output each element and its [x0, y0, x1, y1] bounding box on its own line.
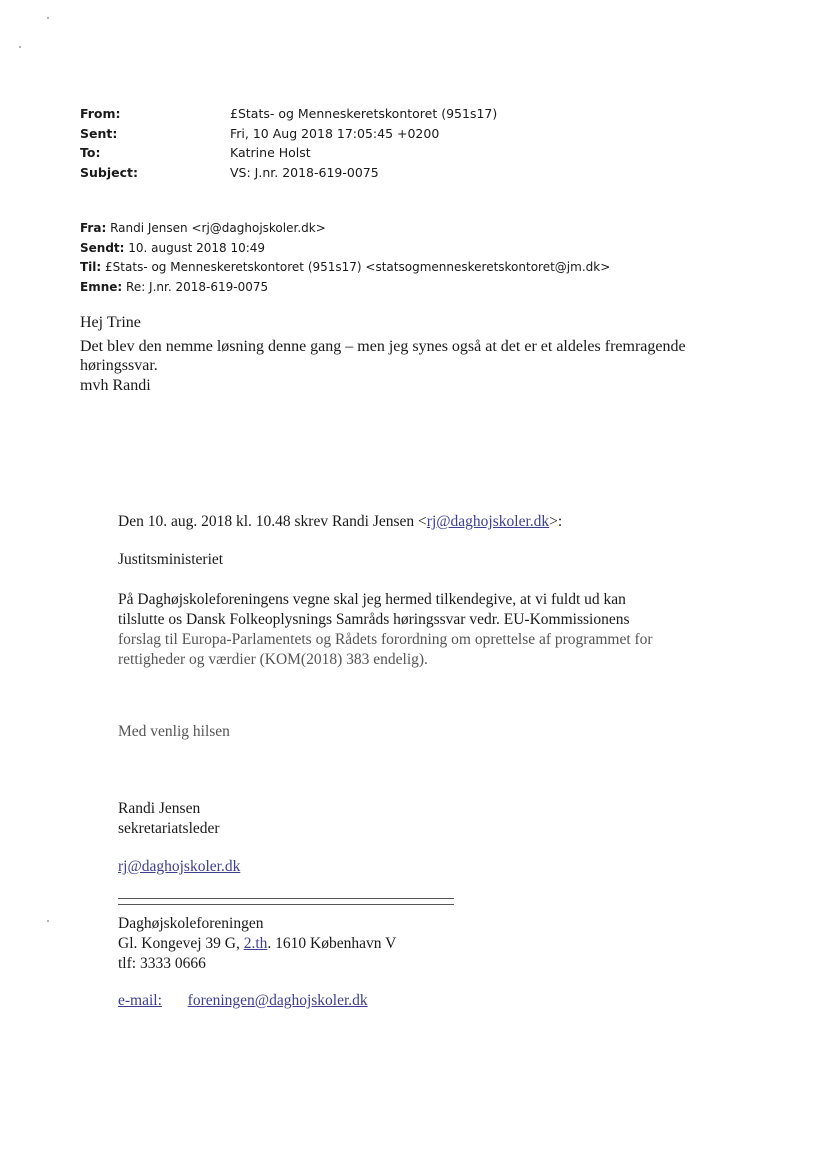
- quoted-recipient: Justitsministeriet: [118, 551, 224, 568]
- org-address: [118, 934, 718, 954]
- scan-speck: [47, 920, 49, 922]
- org-email-line: [118, 991, 718, 1011]
- address-link[interactable]: 2.th: [243, 935, 268, 952]
- sent-value: Fri, 10 Aug 2018 17:05:45 +0200: [230, 125, 440, 141]
- fra-value: Randi Jensen <rj@daghojskoler.dk>: [110, 221, 326, 235]
- from-value: £Stats- og Menneskeretskontoret (951s17): [230, 106, 498, 122]
- sendt-value: 10. august 2018 10:49: [128, 240, 266, 255]
- org-email-link[interactable]: foreningen@daghojskoler.dk: [187, 992, 368, 1009]
- quoted-closing: Med venlig hilsen: [118, 723, 230, 740]
- sendt-label: Sendt:: [80, 240, 125, 255]
- separator: [118, 898, 454, 905]
- reply-line: høringssvar.: [80, 357, 158, 374]
- sender-title: sekretariatsleder: [118, 820, 220, 837]
- header-from-row: [80, 104, 700, 124]
- reply-body: [80, 313, 740, 395]
- org-block: [118, 914, 718, 974]
- paragraph-line: På Daghøjskoleforeningens vegne skal jeg hermed tilkendegive, at vi fuldt ud kan: [118, 591, 626, 608]
- quoted-paragraph: [118, 590, 718, 670]
- header-subject-row: [80, 163, 700, 183]
- to-value: Katrine Holst: [230, 145, 311, 161]
- header-sent-row: [80, 124, 700, 144]
- scan-speck: [47, 17, 49, 19]
- to-label: To:: [80, 145, 101, 161]
- sender-name: Randi Jensen: [118, 800, 201, 817]
- email-header: [80, 104, 700, 182]
- sender-email-line: [118, 857, 718, 877]
- org-name: Daghøjskoleforeningen: [118, 915, 264, 932]
- sender-block: [118, 799, 718, 839]
- til-value: £Stats- og Menneskeretskontoret (951s17) <statsogmenneskeretskontoret@jm.dk>: [105, 260, 611, 274]
- emne-value: Re: J.nr. 2018-619-0075: [126, 279, 269, 294]
- sender-email-link[interactable]: rj@daghojskoler.dk: [118, 858, 241, 875]
- address-text: Gl. Kongevej 39 G,: [118, 935, 244, 952]
- intro-email-link[interactable]: rj@daghojskoler.dk: [426, 513, 550, 530]
- paragraph-line: tilslutte os Dansk Folkeoplysnings Samråds høringssvar vedr. EU-Kommissionens: [118, 611, 630, 628]
- reply-line: Det blev den nemme løsning denne gang – men jeg synes også at det er et aldeles fremragende: [80, 337, 686, 355]
- forwarded-header: [80, 219, 760, 297]
- email-label-link[interactable]: e-mail:: [118, 992, 162, 1009]
- from-label: From:: [80, 106, 121, 122]
- paragraph-line: forslag til Europa-Parlamentets og Rådets forordning om oprettelse af programmet for: [118, 631, 653, 648]
- quoted-intro: [118, 512, 718, 532]
- reply-signoff: mvh Randi: [80, 376, 151, 394]
- org-phone: tlf: 3333 0666: [118, 955, 206, 972]
- subject-label: Subject:: [80, 164, 138, 180]
- scan-speck: [19, 46, 21, 48]
- intro-text: Den 10. aug. 2018 kl. 10.48 skrev Randi Jensen <: [118, 513, 427, 530]
- reply-greeting: Hej Trine: [80, 314, 141, 331]
- fwd-emne-row: [80, 278, 760, 298]
- subject-value: VS: J.nr. 2018-619-0075: [230, 164, 379, 180]
- paragraph-line: rettigheder og værdier (KOM(2018) 383 endelig).: [118, 651, 428, 668]
- fwd-fra-row: [80, 219, 760, 239]
- fwd-sendt-row: [80, 239, 760, 259]
- address-suffix: . 1610 København V: [267, 935, 397, 952]
- header-to-row: [80, 143, 700, 163]
- emne-label: Emne:: [80, 279, 123, 294]
- fwd-til-row: [80, 258, 760, 278]
- fra-label: Fra:: [80, 221, 107, 235]
- sent-label: Sent:: [80, 125, 118, 141]
- til-label: Til:: [80, 260, 102, 274]
- intro-suffix: >:: [549, 513, 563, 530]
